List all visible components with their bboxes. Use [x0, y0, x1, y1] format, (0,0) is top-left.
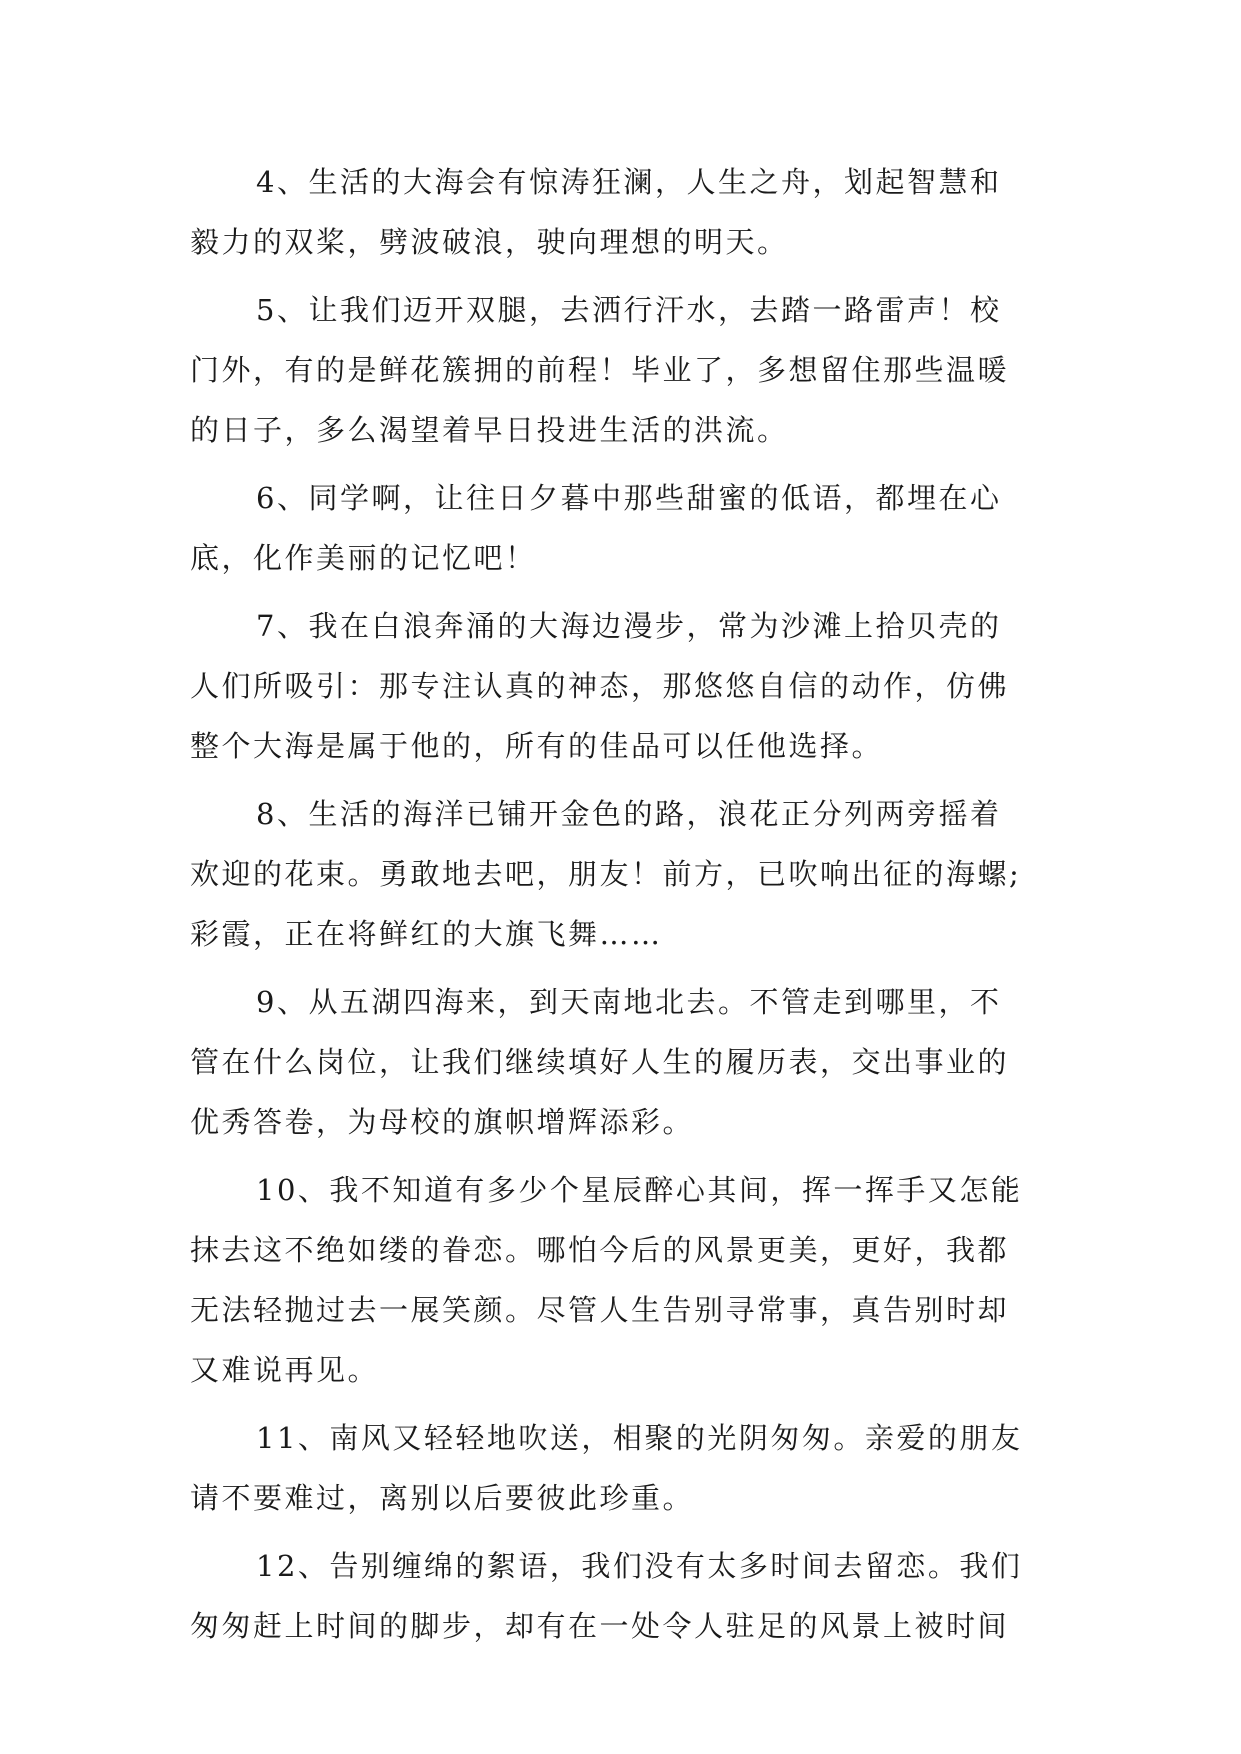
- text-line: 无法轻抛过去一展笑颜。尽管人生告别寻常事，真告别时却: [190, 1293, 1010, 1327]
- text-line: 欢迎的花束。勇敢地去吧，朋友！前方，已吹响出征的海螺;: [190, 857, 1022, 891]
- text-line: 门外，有的是鲜花簇拥的前程！毕业了，多想留住那些温暖: [190, 353, 1010, 387]
- paragraph-11: [190, 1408, 1060, 1528]
- text-line: 11、南风又轻轻地吹送，相聚的光阴匆匆。亲爱的朋友: [256, 1421, 1023, 1455]
- document-body: [190, 152, 1060, 1664]
- text-line: 7、我在白浪奔涌的大海边漫步，常为沙滩上拾贝壳的: [256, 609, 1002, 643]
- text-line: 底，化作美丽的记忆吧！: [190, 541, 537, 575]
- paragraph-6: [190, 468, 1060, 588]
- paragraph-12: [190, 1536, 1060, 1656]
- text-line: 9、从五湖四海来，到天南地北去。不管走到哪里，不: [256, 985, 1002, 1019]
- text-line: 的日子，多么渴望着早日投进生活的洪流。: [190, 413, 789, 447]
- text-line: 毅力的双桨，劈波破浪，驶向理想的明天。: [190, 225, 789, 259]
- text-line: 4、生活的大海会有惊涛狂澜，人生之舟，划起智慧和: [256, 165, 1002, 199]
- text-line: 优秀答卷，为母校的旗帜增辉添彩。: [190, 1105, 695, 1139]
- text-line: 整个大海是属于他的，所有的佳品可以任他选择。: [190, 729, 884, 763]
- text-line: 管在什么岗位，让我们继续填好人生的履历表，交出事业的: [190, 1045, 1010, 1079]
- paragraph-4: [190, 152, 1060, 272]
- text-line: 抹去这不绝如缕的眷恋。哪怕今后的风景更美，更好，我都: [190, 1233, 1010, 1267]
- text-line: 请不要难过，离别以后要彼此珍重。: [190, 1481, 695, 1515]
- text-line: 10、我不知道有多少个星辰醉心其间，挥一挥手又怎能: [256, 1173, 1023, 1207]
- text-line: 人们所吸引：那专注认真的神态，那悠悠自信的动作，仿佛: [190, 669, 1010, 703]
- paragraph-7: [190, 596, 1060, 776]
- text-line: 6、同学啊，让往日夕暮中那些甜蜜的低语，都埋在心: [256, 481, 1002, 515]
- paragraph-8: [190, 784, 1060, 964]
- text-line: 8、生活的海洋已铺开金色的路，浪花正分列两旁摇着: [256, 797, 1002, 831]
- text-line: 又难说再见。: [190, 1353, 380, 1387]
- paragraph-9: [190, 972, 1060, 1152]
- text-line: 12、告别缠绵的絮语，我们没有太多时间去留恋。我们: [256, 1549, 1023, 1583]
- paragraph-10: [190, 1160, 1060, 1400]
- paragraph-5: [190, 280, 1060, 460]
- text-line: 彩霞，正在将鲜红的大旗飞舞……: [190, 917, 663, 951]
- text-line: 匆匆赶上时间的脚步，却有在一处令人驻足的风景上被时间: [190, 1609, 1010, 1643]
- text-line: 5、让我们迈开双腿，去洒行汗水，去踏一路雷声！校: [256, 293, 1002, 327]
